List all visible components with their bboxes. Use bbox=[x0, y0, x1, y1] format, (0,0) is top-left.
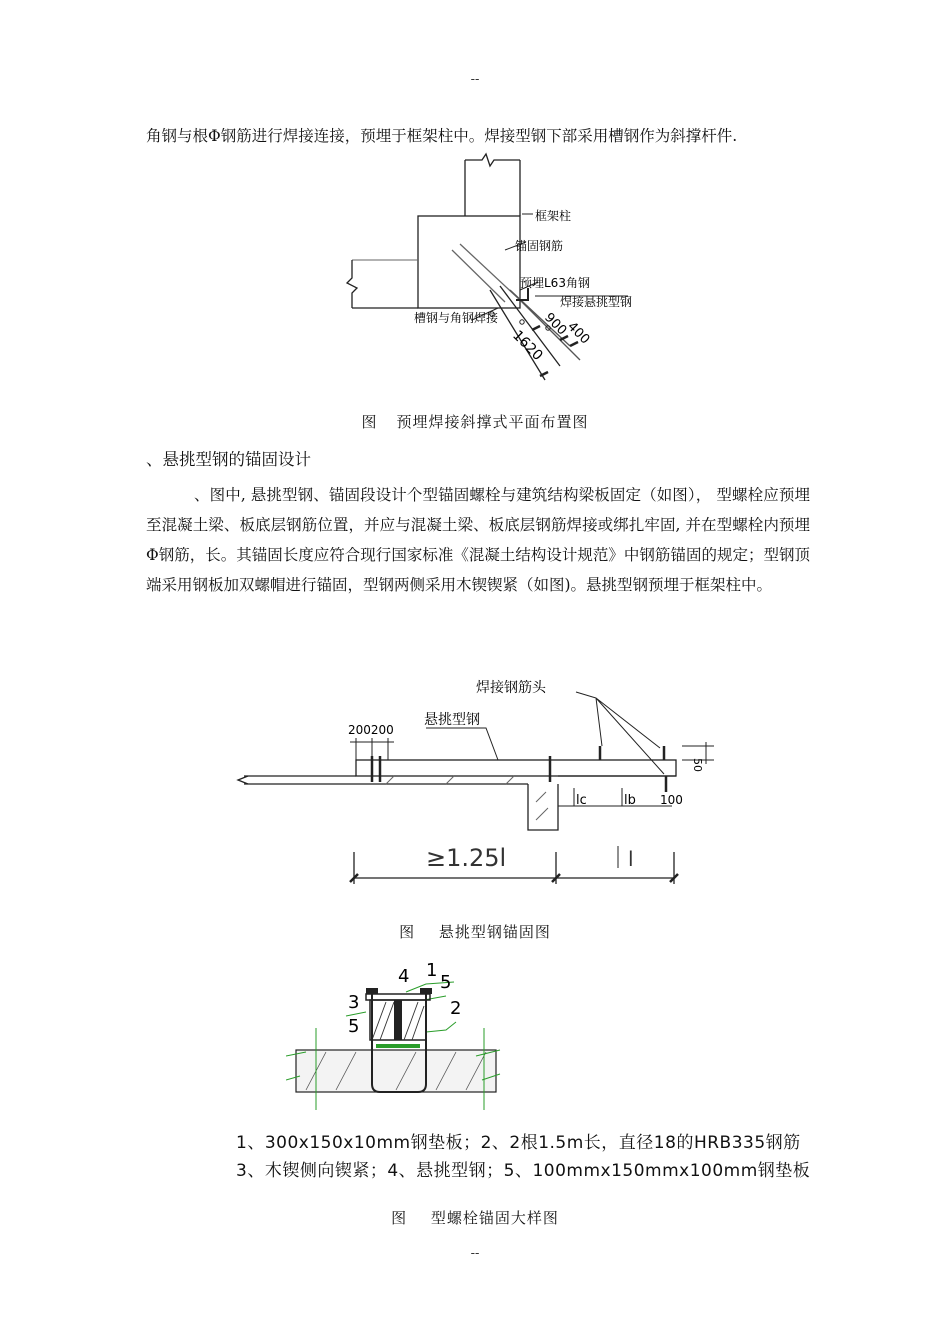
label-cantilever-steel: 悬挑型钢 bbox=[424, 712, 480, 728]
callout-3: 3 bbox=[348, 992, 360, 1013]
page-header-mark: -- bbox=[470, 72, 480, 87]
figure2-caption-prefix: 图 bbox=[399, 923, 416, 941]
figure3-caption-title: 型螺栓锚固大样图 bbox=[430, 1209, 559, 1227]
dim-ge-1-25l: ≥1.25l bbox=[426, 844, 507, 872]
section-heading: 、悬挑型钢的锚固设计 bbox=[146, 450, 311, 469]
callout-5b: 5 bbox=[348, 1016, 360, 1037]
figure1-caption bbox=[0, 411, 950, 432]
label-angle-steel: 预埋L63角钢 bbox=[520, 276, 590, 290]
figure3-caption bbox=[0, 1207, 950, 1228]
figure2-caption bbox=[0, 921, 950, 942]
dim-1620: 1620 bbox=[509, 327, 546, 365]
label-weld-head: 焊接钢筋头 bbox=[476, 680, 546, 696]
label-weld: 槽钢与角钢焊接 bbox=[414, 311, 499, 325]
intro-paragraph: 角钢与根Φ钢筋进行焊接连接，预埋于框架柱中。焊接型钢下部采用槽钢作为斜撑杆件. bbox=[146, 127, 738, 145]
dim-50: 50 bbox=[691, 758, 704, 772]
figure1-caption-prefix: 图 bbox=[361, 413, 378, 431]
page-footer-mark: -- bbox=[470, 1246, 480, 1261]
dim-lb: lb bbox=[624, 793, 636, 808]
figure3-bolt-detail bbox=[286, 960, 506, 1120]
figure1-plan-drawing bbox=[330, 150, 650, 390]
dim-100: 100 bbox=[660, 793, 683, 807]
body-paragraph: 、图中, 悬挑型钢、锚固段设计个型锚固螺栓与建筑结构梁板固定（如图）， 型螺栓应预埋至混凝土梁、板底层钢筋位置，并应与混凝土梁、板底层钢筋焊接或绑扎牢固, 并在型螺栓内预埋Φ钢筋，长。其锚固长度应符合现行国家标准《混凝土结构设计规范》中钢筋锚固的规定；型钢顶端采用钢板加双螺帽进行锚固，型钢两侧采用木锲锲紧（如图)。悬挑型钢预埋于框架柱中。 bbox=[146, 486, 810, 594]
label-anchor-bar: 锚固钢筋 bbox=[515, 239, 564, 253]
figure3-legend-line2: 3、木锲侧向锲紧；4、悬挑型钢；5、100mmx150mmx100mm钢垫板 bbox=[236, 1161, 811, 1181]
dim-200200: 200200 bbox=[348, 723, 394, 737]
figure3-caption-prefix: 图 bbox=[391, 1209, 408, 1227]
callout-4: 4 bbox=[398, 966, 410, 987]
figure2-anchor-drawing bbox=[236, 672, 726, 894]
figure3-legend-line1: 1、300x150x10mm钢垫板；2、2根1.5m长，直径18的HRB335钢筋 bbox=[236, 1133, 801, 1153]
figure2-caption-title: 悬挑型钢锚固图 bbox=[438, 923, 551, 941]
callout-1: 1 bbox=[426, 960, 438, 981]
dim-400: 400 bbox=[564, 319, 593, 348]
figure1-caption-title: 预埋焊接斜撑式平面布置图 bbox=[396, 413, 589, 431]
dim-lc: lc bbox=[576, 793, 587, 808]
callout-2: 2 bbox=[450, 998, 462, 1019]
label-cantilever: 焊接悬挑型钢 bbox=[560, 295, 633, 309]
dim-l: l bbox=[628, 847, 634, 871]
dim-900: 900 bbox=[541, 310, 570, 339]
callout-5a: 5 bbox=[440, 972, 452, 993]
label-column: 框架柱 bbox=[535, 209, 572, 223]
